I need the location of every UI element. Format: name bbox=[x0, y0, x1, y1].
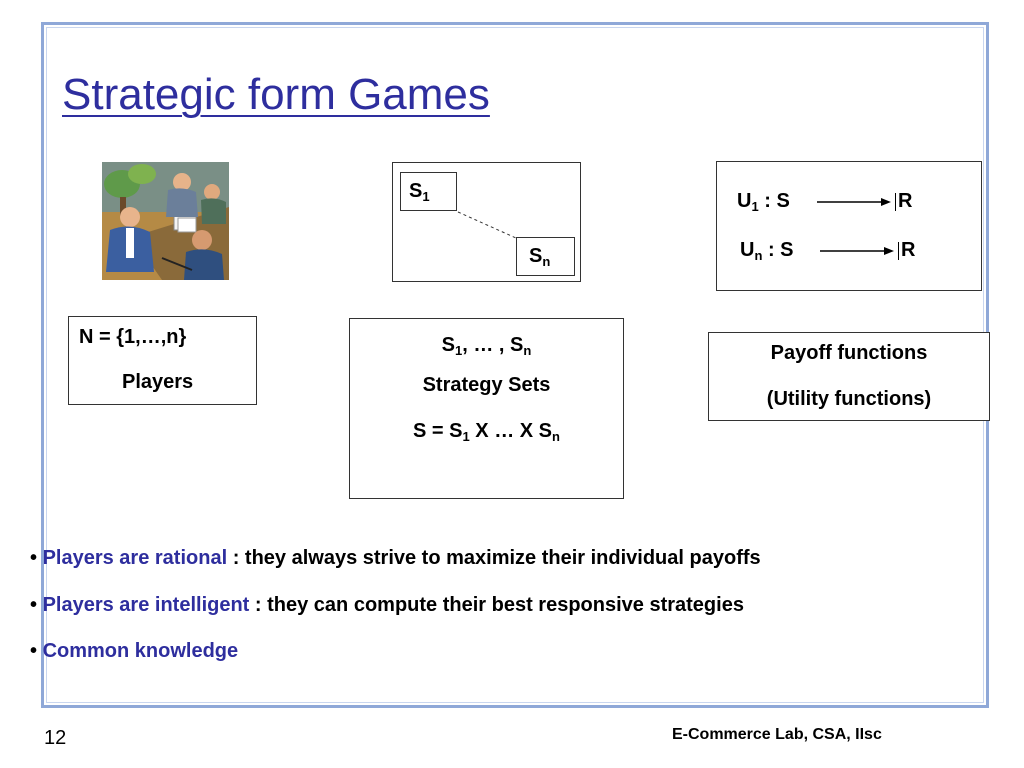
arrow-right-icon bbox=[815, 194, 893, 210]
players-set: N = {1,…,n} bbox=[79, 326, 187, 348]
u1-target: R bbox=[898, 190, 913, 212]
utility-diagram bbox=[716, 161, 982, 291]
bullet-common-knowledge: • Common knowledge bbox=[30, 640, 239, 662]
footer-credit: E-Commerce Lab, CSA, IIsc bbox=[672, 726, 882, 743]
strategy-sets-list: $S_1$, … , $S_n$ bbox=[441, 334, 532, 358]
strategy-sets-label: Strategy Sets bbox=[422, 374, 551, 396]
page-number: 12 bbox=[44, 727, 67, 749]
business-meeting-clipart-icon bbox=[102, 162, 229, 280]
slide-title: Strategic form Games bbox=[62, 70, 490, 119]
bullet-rational: • Players are rational : they always strive to maximize their individual payoffs bbox=[30, 547, 761, 569]
arrow-right-icon bbox=[818, 243, 896, 259]
strategy-product: $S = S_1$ X … X $S_n$ bbox=[413, 420, 560, 444]
s1-label: $S_1$ bbox=[409, 180, 430, 204]
bullet-intelligent: • Players are intelligent : they can compute their best responsive strategies bbox=[30, 594, 744, 616]
sn-label: $S_n$ bbox=[529, 245, 551, 269]
u1-mapping: $U_1$ : S bbox=[737, 190, 790, 214]
un-target: R bbox=[901, 239, 916, 261]
dashed-connector bbox=[456, 210, 518, 240]
un-mapping: $U_n$ : S bbox=[740, 239, 794, 263]
r-tick bbox=[898, 242, 899, 260]
utility-label: (Utility functions) bbox=[766, 388, 932, 410]
payoff-label: Payoff functions bbox=[770, 342, 928, 364]
players-label: Players bbox=[122, 371, 194, 393]
r-tick bbox=[895, 193, 896, 211]
